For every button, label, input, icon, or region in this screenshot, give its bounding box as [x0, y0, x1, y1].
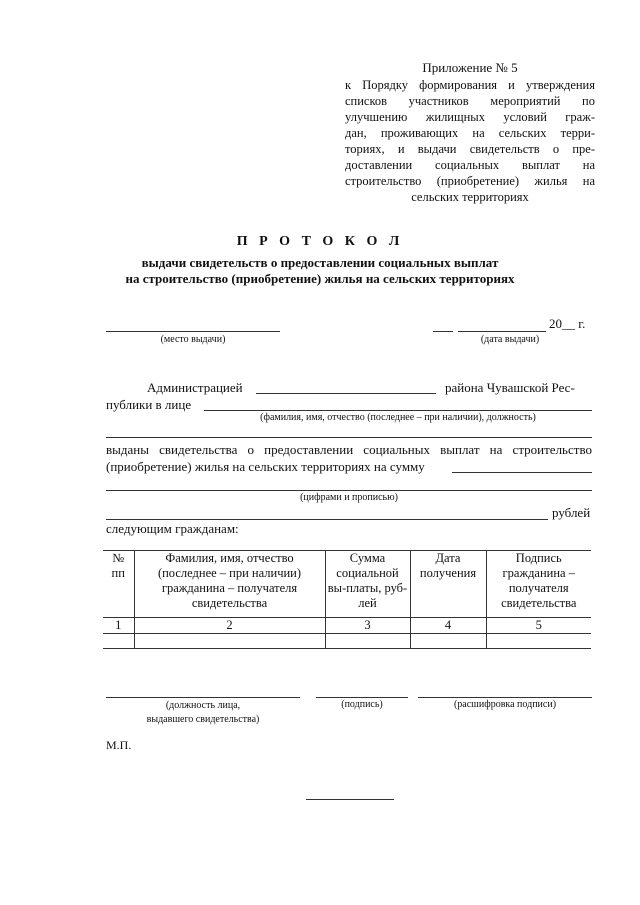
table-cell[interactable] [134, 634, 325, 649]
bottom-line [306, 799, 394, 800]
date-month-field[interactable] [458, 331, 546, 332]
amount-words-field-2[interactable] [106, 519, 548, 520]
stamp-text: М.П. [106, 738, 132, 752]
citizens-text: следующим гражданам: [106, 521, 239, 536]
amount-caption: (цифрами и прописью) [300, 492, 398, 503]
amount-words-field[interactable] [106, 490, 592, 491]
table-cell[interactable] [103, 634, 134, 649]
table-row[interactable] [103, 634, 591, 649]
col-header-name: Фамилия, имя, отчество (последнее – при наличии) гражданина – получателя свидетельства [134, 551, 325, 618]
col-header-sum: Сумма социальной вы-платы, руб-лей [325, 551, 410, 618]
protocol-title: П Р О Т О К О Л [236, 234, 404, 249]
signature-field[interactable] [316, 697, 408, 698]
position-caption-line-2: выдавшего свидетельства) [146, 714, 260, 725]
appendix-body [345, 77, 595, 205]
date-year-text: 20__ г. [549, 316, 586, 331]
table-cell[interactable] [486, 634, 591, 649]
protocol-subtitle-line-2: на строительство (приобретение) жилья на сельских территориях [125, 271, 515, 286]
protocol-subtitle-line-1: выдачи свидетельств о предоставлении социальных выплат [141, 255, 499, 270]
republic-text: публики в лице [106, 397, 192, 412]
person-field[interactable] [204, 410, 592, 411]
appendix-line: ториях, и выдачи свидетельств о пре- [345, 142, 595, 156]
appendix-line: улучшению жилищных условий граж- [345, 110, 595, 124]
position-caption [106, 699, 300, 727]
appendix-block [345, 60, 595, 205]
decode-caption: (расшифровка подписи) [453, 699, 557, 710]
table-cell[interactable] [410, 634, 486, 649]
decode-field[interactable] [418, 697, 592, 698]
col-number-cell: 1 [103, 618, 134, 634]
date-day-field[interactable] [433, 331, 453, 332]
col-header-signature: Подпись гражданина – получателя свидетельства [486, 551, 591, 618]
appendix-line: списков участников мероприятий по [345, 94, 595, 108]
col-header-date: Дата получения [410, 551, 486, 618]
col-number-cell: 3 [325, 618, 410, 634]
person-field-continuation[interactable] [106, 437, 592, 438]
place-caption: (место выдачи) [160, 334, 226, 345]
admin-suffix: района Чувашской Рес- [445, 380, 575, 395]
issued-line-1: выданы свидетельства о предоставлении социальных выплат на строительство [106, 442, 592, 457]
signature-caption: (подпись) [341, 699, 383, 710]
position-caption-line-1: (должность лица, [165, 700, 241, 711]
appendix-line: строительство (приобретение) жилья на [345, 174, 595, 188]
col-header-number: № пп [103, 551, 134, 618]
appendix-line: доставлении социальных выплат на [345, 158, 595, 172]
appendix-line: сельских территориях [411, 190, 529, 204]
amount-field[interactable] [452, 472, 592, 473]
col-number-cell: 5 [486, 618, 591, 634]
appendix-line: к Порядку формирования и утверждения [345, 78, 595, 92]
col-number-cell: 4 [410, 618, 486, 634]
position-field[interactable] [106, 697, 300, 698]
table-header-row [103, 551, 591, 618]
appendix-title: Приложение № 5 [422, 60, 518, 75]
table-cell[interactable] [325, 634, 410, 649]
admin-prefix: Администрацией [147, 380, 243, 395]
recipients-table [103, 550, 591, 649]
date-caption: (дата выдачи) [480, 334, 540, 345]
rubles-text: рублей [552, 505, 591, 520]
issued-line-2: (приобретение) жилья на сельских территориях на сумму [106, 459, 425, 474]
administration-field[interactable] [256, 393, 436, 394]
table-row [103, 618, 591, 634]
appendix-line: дан, проживающих на сельских терри- [345, 126, 595, 140]
col-number-cell: 2 [134, 618, 325, 634]
protocol-subtitle [0, 255, 640, 287]
person-caption: (фамилия, имя, отчество (последнее – при наличии), должность) [260, 412, 536, 423]
place-field[interactable] [106, 331, 280, 332]
